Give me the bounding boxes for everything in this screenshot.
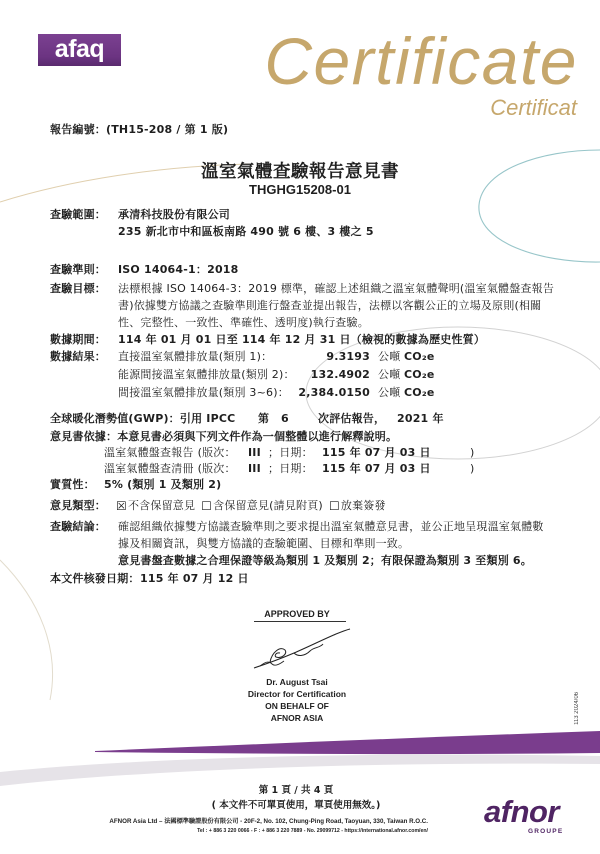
basis-document-row: [104, 446, 236, 460]
on-behalf-of: ON BEHALF OF: [265, 701, 329, 711]
footer-contact: Tel : + 886 3 220 0066 - F : + 886 3 220 7889 - No. 29099712 - https://international.afnor.com/en/: [197, 828, 428, 834]
materiality-value: 5% (類別 1 及類別 2): [104, 478, 222, 491]
objective-label: 查驗目標：: [50, 282, 106, 295]
conclusion-line: 確認組織依據雙方協議查驗準則之要求提出溫室氣體意見書，並公正地呈現溫室氣體數: [118, 520, 544, 533]
basis-document-name: 溫室氣體盤查清冊: [104, 462, 194, 475]
result-row-unit: 公噸: [378, 350, 401, 363]
basis-date: 115 年 07 月 03 日: [322, 462, 431, 475]
result-row-gas: CO₂e: [404, 386, 435, 399]
opinion-type-label: 意見類型：: [50, 499, 106, 512]
conclusion-label: 查驗結論：: [50, 520, 106, 533]
empty-box-icon: ☐: [201, 499, 213, 513]
gwp-label: 全球暖化潛勢值(GWP)：引用 IPCC: [50, 412, 236, 425]
result-row-name: 能源間接溫室氣體排放量(類別 2)：: [118, 368, 295, 381]
result-row-unit: 公噸: [378, 368, 401, 381]
objective-line: 書)依據雙方協議之查驗準則進行盤查並提出報告，法標以客觀公正的立場及原則(相關: [118, 299, 542, 312]
afaq-logo-text: afaq: [54, 35, 105, 63]
result-row-value: 132.4902: [310, 368, 370, 381]
criteria-value: ISO 14064-1：2018: [118, 263, 239, 276]
opinion-option-unqualified: [116, 499, 195, 513]
materiality-label: 實質性：: [50, 478, 95, 491]
signer-title: Director for Certification: [247, 689, 347, 699]
signer-name: Dr. August Tsai: [266, 677, 328, 687]
afnor-logo: afnor: [484, 794, 559, 829]
gray-swoosh: [0, 755, 600, 786]
period-label: 數據期間：: [50, 333, 106, 346]
conclusion-line: 據及相關資訊，與雙方協議的查驗範圍、目標和準則一致。: [118, 537, 410, 550]
result-row-gas: CO₂e: [404, 350, 435, 363]
result-row-value: 9.3193: [326, 350, 370, 363]
basis-date-label: ；日期：: [268, 446, 313, 459]
footer-address: AFNOR Asia Ltd – 法國標準驗證股份有限公司 - 20F-2, No. 102, Chung-Ping Road, Taoyuan, 330, Taiwan R.O.C.: [109, 818, 428, 825]
basis-version: III: [248, 446, 261, 459]
issue-date-value: 115 年 07 月 12 日: [140, 572, 249, 585]
basis-close-paren: ): [470, 462, 475, 475]
result-row-unit: 公噸: [378, 386, 401, 399]
certificate-subtitle: Certificat: [490, 95, 577, 120]
basis-document-name: 溫室氣體盤查報告: [104, 446, 194, 459]
basis-date: 115 年 07 月 03 日: [322, 446, 431, 459]
basis-version-label: (版次：: [197, 446, 236, 459]
report-number: 報告編號：(TH15-208 / 第 1 版): [50, 123, 229, 136]
result-row-name: 直接溫室氣體排放量(類別 1)：: [118, 350, 273, 363]
criteria-label: 查驗準則：: [50, 263, 106, 276]
opinion-option-disclaimer: [329, 499, 386, 513]
signature-line: [254, 621, 346, 622]
period-value: 114 年 01 月 01 日至 114 年 12 月 31 日（檢視的數據為歷史性質）: [118, 333, 486, 346]
basis-version: III: [248, 462, 261, 475]
page-indicator: 第 1 頁 / 共 4 頁: [258, 785, 334, 796]
result-row-gas: CO₂e: [404, 368, 435, 381]
objective-line: 法標根據 ISO 14064-3：2019 標準，確認上述組織之溫室氣體聲明(溫室氣體盤查報告: [118, 282, 555, 295]
approved-by-heading: APPROVED BY: [264, 609, 330, 619]
afaq-logo: [38, 34, 121, 66]
result-row-name: 間接溫室氣體排放量(類別 3~6)：: [118, 386, 289, 399]
scope-label: 查驗範圍：: [50, 208, 106, 221]
opinion-option-qualified: [201, 499, 323, 513]
basis-statement: 意見書依據：本意見書必須與下列文件作為一個整體以進行解釋說明。: [50, 430, 398, 443]
conclusion-line: 意見書盤查數據之合理保證等級為類別 1 及類別 2；有限保證為類別 3 至類別 6。: [118, 554, 532, 567]
purple-swoosh: [95, 731, 600, 754]
empty-box-icon: ☐: [328, 499, 340, 513]
objective-line: 性、完整性、一致性、準確性、透明度)執行查驗。: [118, 316, 369, 329]
result-row-value: 2,384.0150: [298, 386, 370, 399]
document-title: 溫室氣體查驗報告意見書: [201, 162, 399, 182]
basis-document-row: [104, 462, 236, 476]
signature: [250, 626, 354, 672]
certificate-title: Certificate: [264, 24, 578, 98]
basis-version-label: (版次：: [197, 462, 236, 475]
basis-date-label: ；日期：: [268, 462, 313, 475]
gwp-edition: 6: [281, 412, 289, 425]
checked-box-icon: ☒: [116, 499, 127, 513]
afnor-logo-subtitle: GROUPE: [528, 828, 564, 835]
issue-date-label: 本文件核發日期：: [50, 572, 140, 585]
gwp-ordinal-prefix: 第: [258, 412, 270, 425]
page-usage-note: ( 本文件不可單頁使用，單頁使用無效。): [211, 800, 381, 811]
decorative-arc-lower-left: [0, 560, 53, 700]
gwp-suffix: 次評估報告，: [318, 412, 386, 425]
opinion-option-label: 不含保留意見: [127, 499, 196, 512]
opinion-option-label: 含保留意見(請見附頁): [213, 499, 323, 512]
basis-close-paren: ): [470, 446, 475, 459]
form-code: 113 2024/06: [574, 692, 580, 725]
opinion-option-label: 放棄簽發: [340, 499, 386, 512]
opinion-type-options: [116, 499, 386, 513]
results-label: 數據結果：: [50, 350, 106, 363]
scope-address: 235 新北市中和區板南路 490 號 6 樓、3 樓之 5: [118, 225, 374, 238]
document-code: THGHG15208-01: [249, 182, 351, 197]
signer-organization: AFNOR ASIA: [270, 713, 324, 723]
gwp-year: 2021 年: [397, 412, 444, 425]
scope-company: 承清科技股份有限公司: [118, 208, 230, 221]
